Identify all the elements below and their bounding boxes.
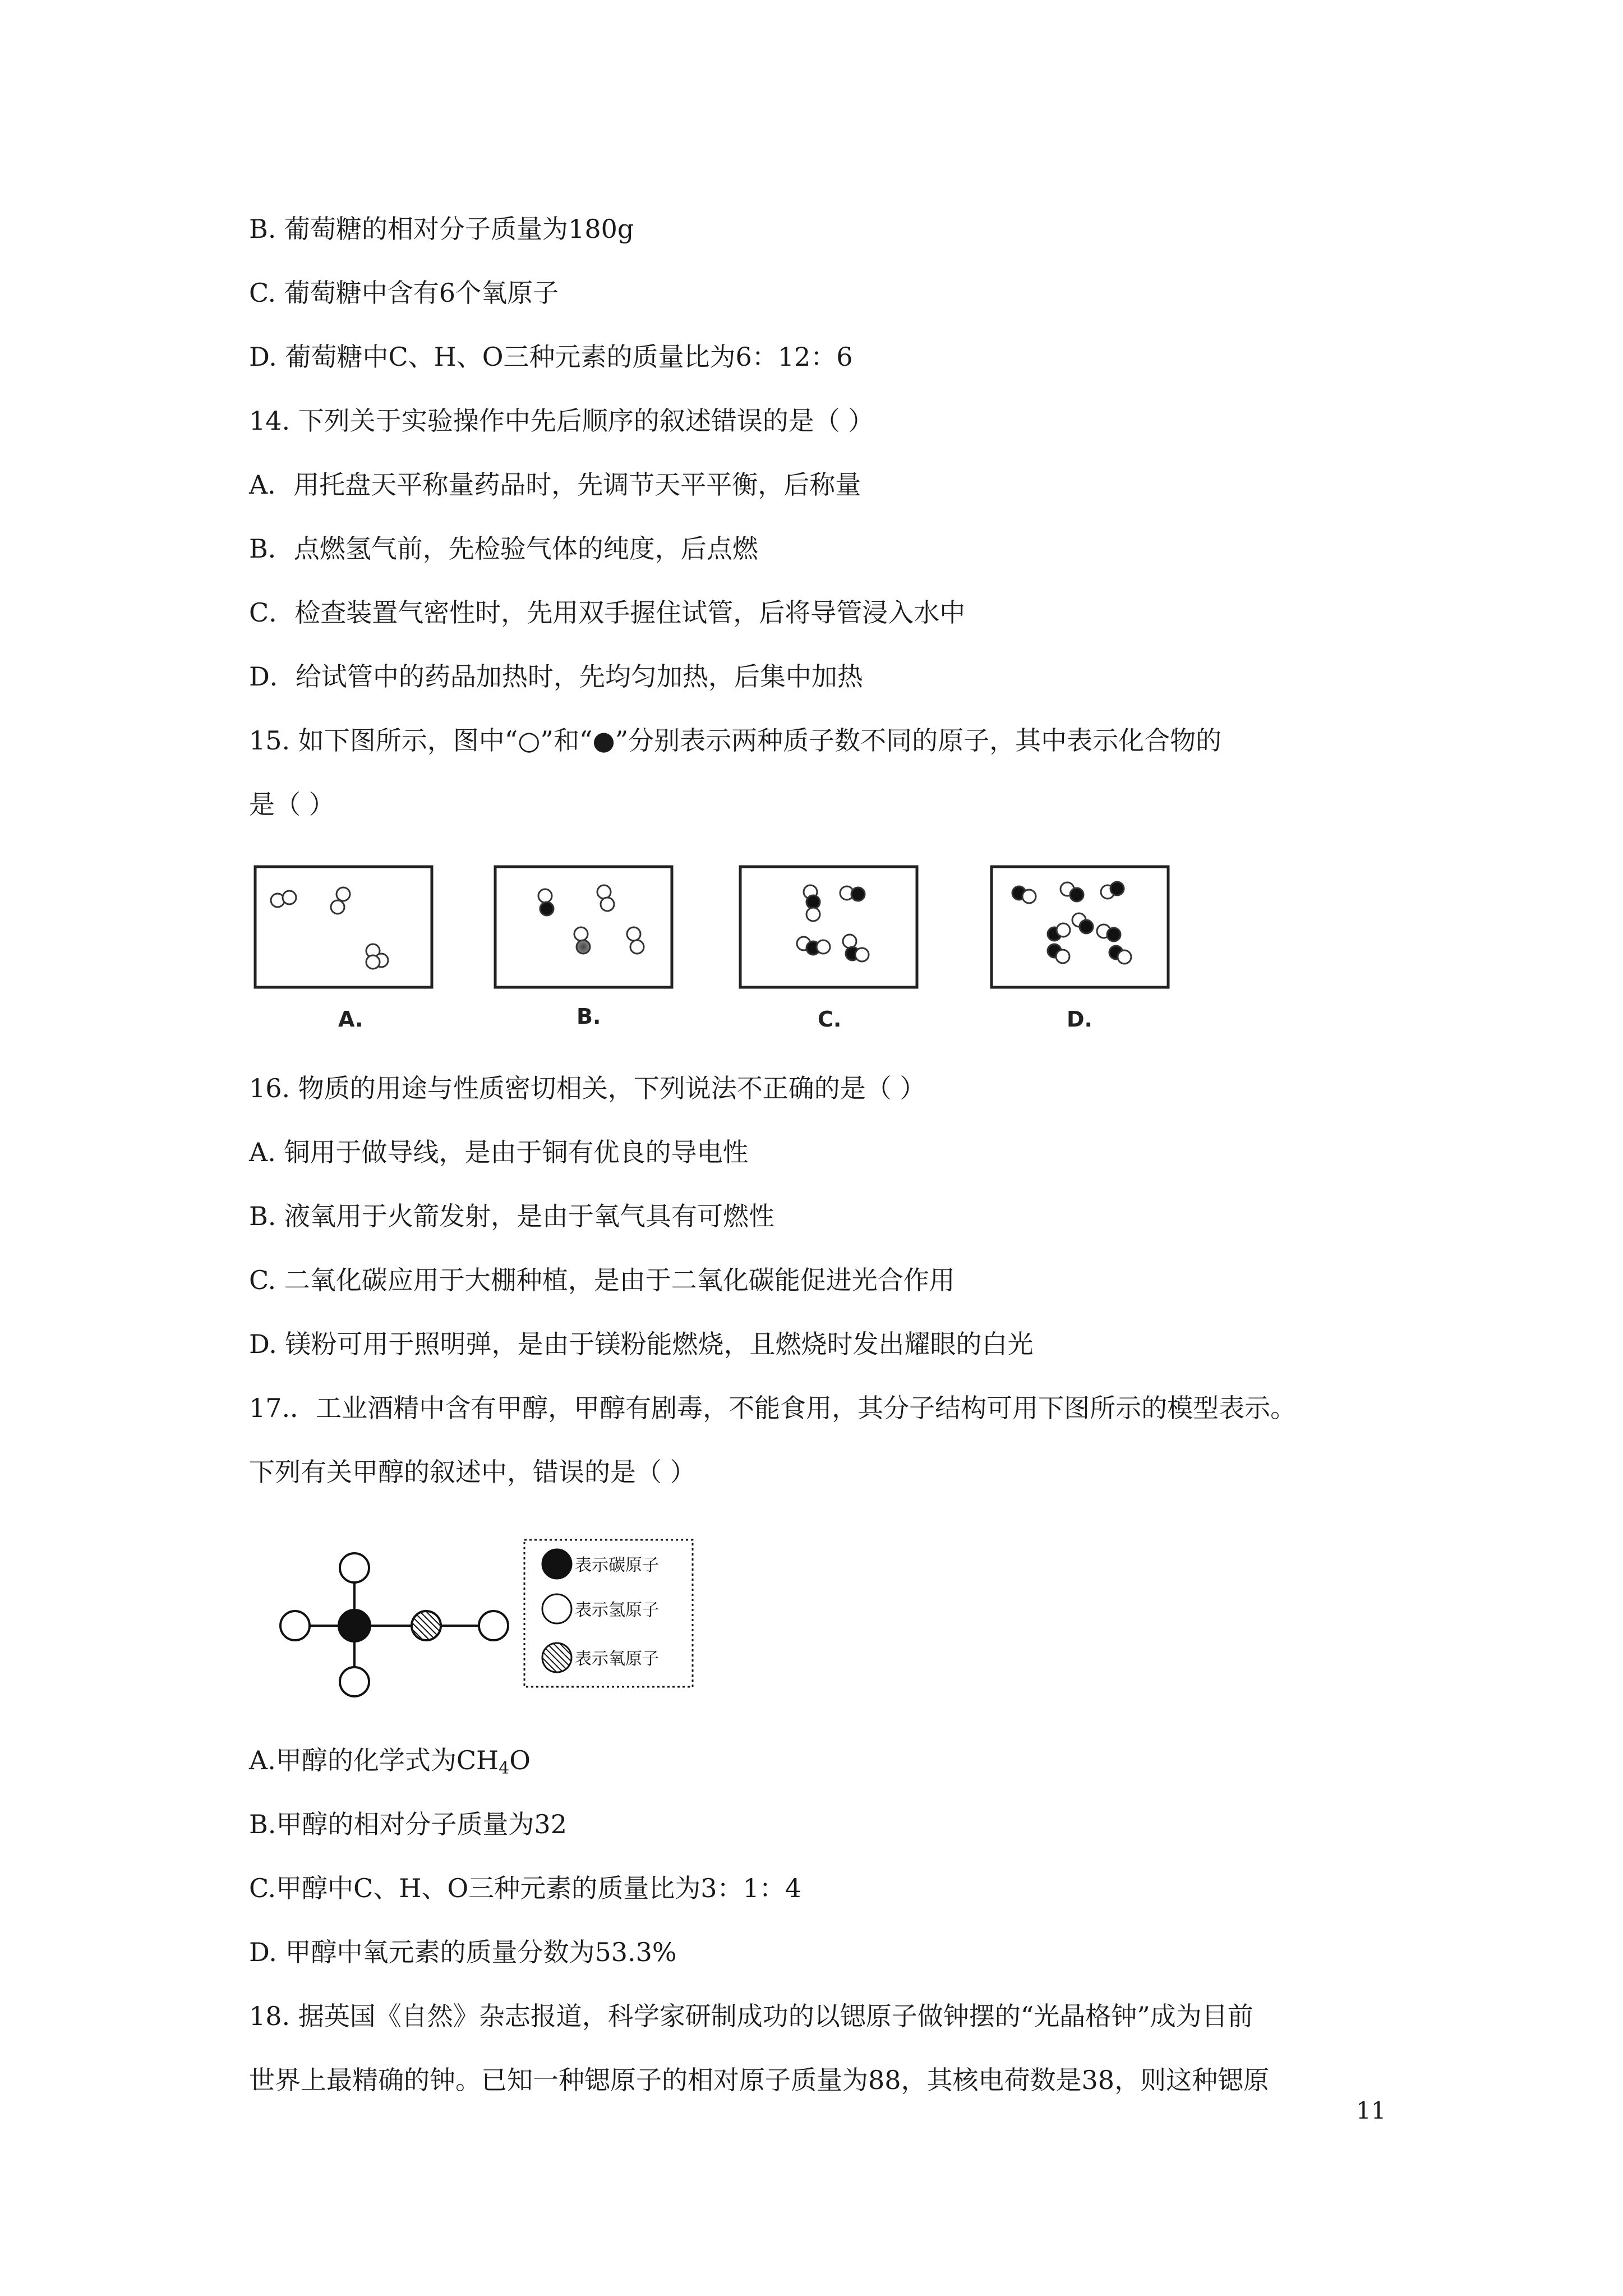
q13-option-b: B. 葡萄糖的相对分子质量为180g — [249, 214, 634, 244]
q17-methanol-model — [264, 1526, 712, 1711]
q16-option-c: C. 二氧化碳应用于大棚种植，是由于二氧化碳能促进光合作用 — [249, 1265, 955, 1295]
q15-stem-line1: 15. 如下图所示，图中“○”和“●”分别表示两种质子数不同的原子，其中表示化合物的 — [249, 725, 1222, 756]
q17-option-b: B.甲醇的相对分子质量为32 — [249, 1809, 567, 1839]
carbon-legend-icon — [542, 1549, 571, 1579]
oxygen-atom — [412, 1611, 441, 1640]
legend-carbon-label: 表示碳原子 — [575, 1556, 659, 1575]
q14-option-b: B．点燃氢气前，先检验气体的纯度，后点燃 — [249, 533, 758, 564]
q14-stem: 14. 下列关于实验操作中先后顺序的叙述错误的是（ ） — [249, 406, 874, 436]
hydrogen-atom-right — [479, 1611, 508, 1640]
q14-option-d: D．给试管中的药品加热时，先均匀加热，后集中加热 — [249, 661, 863, 692]
q17-option-a-suffix: O — [509, 1745, 531, 1775]
q15-particle-figure — [247, 858, 1200, 1043]
q17-option-a-subscript: 4 — [499, 1759, 510, 1778]
oxygen-legend-icon — [542, 1643, 571, 1672]
legend-hydrogen-label: 表示氢原子 — [575, 1600, 659, 1620]
q18-line1: 18. 据英国《自然》杂志报道，科学家研制成功的以锶原子做钟摆的“光晶格钟”成为目前 — [249, 2001, 1253, 2031]
q14-option-c: C．检查装置气密性时，先用双手握住试管，后将导管浸入水中 — [249, 597, 966, 628]
q15-label-c: C. — [818, 1007, 842, 1032]
carbon-atom — [339, 1610, 370, 1641]
q15-box-a — [255, 867, 432, 987]
q17-option-a-prefix: A.甲醇的化学式为CH — [249, 1745, 499, 1775]
q16-option-a: A. 铜用于做导线，是由于铜有优良的导电性 — [249, 1137, 749, 1167]
page-number: 11 — [1356, 2097, 1386, 2124]
q17-option-c: C.甲醇中C、H、O三种元素的质量比为3：1：4 — [249, 1873, 802, 1903]
q17-stem-line1: 17.．工业酒精中含有甲醇，甲醇有剧毒，不能食用，其分子结构可用下图所示的模型表示。 — [249, 1393, 1297, 1423]
q15-label-d: D. — [1067, 1007, 1092, 1032]
q16-option-d: D. 镁粉可用于照明弹，是由于镁粉能燃烧，且燃烧时发出耀眼的白光 — [249, 1329, 1034, 1359]
legend-oxygen-label: 表示氧原子 — [575, 1649, 659, 1669]
hydrogen-legend-icon — [542, 1594, 571, 1623]
q15-stem-line2: 是（ ） — [249, 789, 335, 820]
q16-stem: 16. 物质的用途与性质密切相关，下列说法不正确的是（ ） — [249, 1073, 926, 1103]
q13-option-d: D. 葡萄糖中C、H、O三种元素的质量比为6：12：6 — [249, 342, 853, 372]
q17-option-a — [249, 1743, 531, 1777]
q15-box-c — [740, 867, 917, 987]
q13-option-c: C. 葡萄糖中含有6个氧原子 — [249, 278, 559, 308]
q17-option-d: D. 甲醇中氧元素的质量分数为53.3% — [249, 1937, 677, 1967]
q15-label-a: A. — [338, 1007, 363, 1032]
q14-option-a: A．用托盘天平称量药品时，先调节天平平衡，后称量 — [249, 470, 861, 500]
hydrogen-atom-top — [340, 1553, 369, 1582]
q15-label-b: B. — [577, 1004, 601, 1029]
q17-stem-line2: 下列有关甲醇的叙述中，错误的是（ ） — [249, 1457, 696, 1487]
q16-option-b: B. 液氧用于火箭发射，是由于氧气具有可燃性 — [249, 1201, 775, 1231]
hydrogen-atom-left — [280, 1611, 310, 1640]
q18-line2: 世界上最精确的钟。已知一种锶原子的相对原子质量为88，其核电荷数是38，则这种锶原 — [249, 2065, 1270, 2095]
hydrogen-atom-bottom — [340, 1667, 369, 1696]
